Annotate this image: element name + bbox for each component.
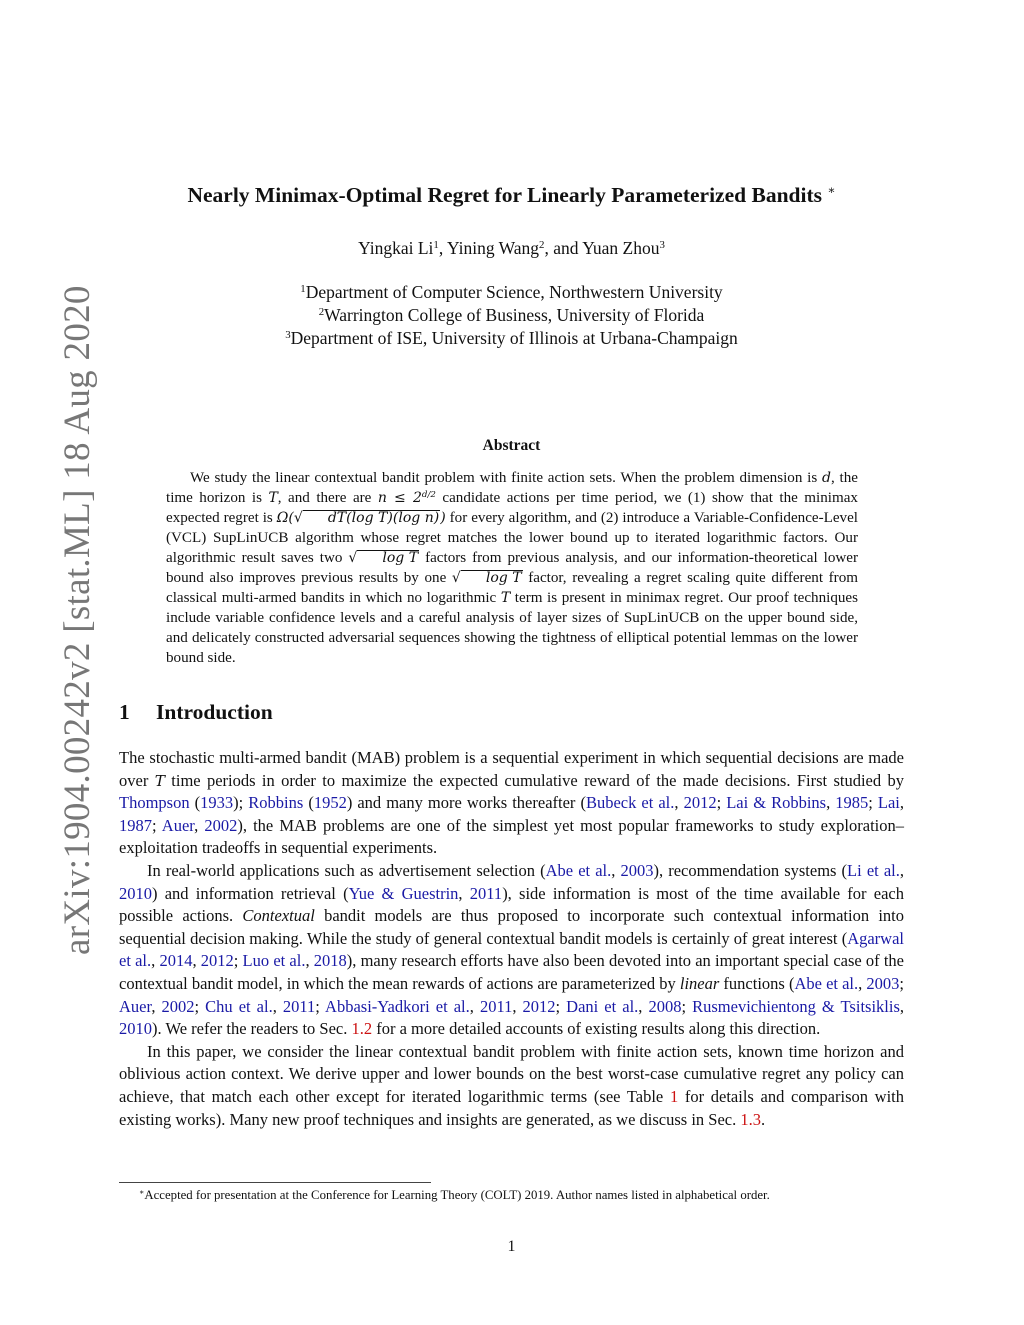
citation-link[interactable]: Abbasi-Yadkori et al. <box>325 996 470 1016</box>
author-name: Yining Wang <box>446 238 540 258</box>
citation-link[interactable]: 2003 <box>866 973 900 993</box>
introduction-body <box>119 747 904 1131</box>
table-reference-link[interactable]: 1 <box>669 1086 679 1106</box>
citation-link[interactable]: Abe et al. <box>794 973 859 993</box>
citation-link[interactable]: Robbins <box>248 793 304 813</box>
citation-link[interactable]: 2018 <box>313 951 347 971</box>
affiliation-text: Department of Computer Science, Northwestern University <box>305 282 723 302</box>
paragraph: In this paper, we consider the linear contextual bandit problem with finite action sets, known time horizon and oblivious action context. We derive upper and lower bounds on the best worst-case cumulative regret any policy can achieve, that match each other except for iterated logarithmic terms (see Table 1 for details and comparison with existing works). Many new proof techniques and insights are generated, as we discuss in Sec. 1.3. <box>119 1041 905 1129</box>
affiliation-mark: 3 <box>285 329 291 342</box>
author-name: Yingkai Li <box>358 238 434 258</box>
citation-link[interactable]: Chu et al. <box>205 996 273 1016</box>
footnote-text: Accepted for presentation at the Conference for Learning Theory (COLT) 2019. Author names listed in alphabetical order. <box>144 1188 770 1202</box>
affiliation-text: Warrington College of Business, University of Florida <box>324 305 705 325</box>
citation-link[interactable]: 2012 <box>522 996 556 1016</box>
author-affiliation-mark: 3 <box>659 239 665 252</box>
citation-link[interactable]: Agarwal et al. <box>119 928 904 971</box>
citation-link[interactable]: 2008 <box>648 996 682 1016</box>
section-reference-link[interactable]: 1.2 <box>351 1019 373 1039</box>
title-footnote-mark[interactable]: ∗ <box>827 183 836 197</box>
affiliation <box>119 304 904 327</box>
affiliation <box>119 281 904 304</box>
citation-link[interactable]: 2011 <box>282 996 316 1016</box>
citation-link[interactable]: Auer <box>161 815 195 835</box>
author-affiliation-mark: 1 <box>433 239 439 252</box>
section-heading-introduction <box>119 700 273 725</box>
section-number: 1 <box>119 700 130 724</box>
citation-link[interactable]: 2010 <box>119 1019 152 1039</box>
author-affiliation-mark: 2 <box>539 239 545 252</box>
affiliation-text: Department of ISE, University of Illinois at Urbana-Champaign <box>290 328 738 348</box>
affiliation-mark: 2 <box>318 306 325 319</box>
footnote <box>139 1188 904 1203</box>
citation-link[interactable]: Yue & Guestrin <box>348 883 459 903</box>
abstract-heading: Abstract <box>482 437 541 454</box>
title-text: Nearly Minimax-Optimal Regret for Linearly Parameterized Bandits <box>187 183 822 207</box>
citation-link[interactable]: Auer <box>119 996 152 1016</box>
citation-link[interactable]: Lai <box>877 793 900 813</box>
citation-link[interactable]: 1952 <box>313 793 347 813</box>
citation-link[interactable]: 1933 <box>200 793 234 813</box>
citation-link[interactable]: Abe et al. <box>545 860 612 880</box>
citation-link[interactable]: Luo et al. <box>242 951 306 971</box>
citation-link[interactable]: 2011 <box>479 996 513 1016</box>
abstract-text: We study the linear contextual bandit problem with finite action sets. When the problem dimension is d, the time horizon is T, and there are $n \le 2^{d/2}$ candidate actions per time period, we (1) show that the minimax expected regret is Ω(√ dT(log T)(log n)) for every algorithm, and (2) introduce a Variable-Confidence-Level (VCL) SupLinUCB algorithm whose regret matches the lower bound up to iterated logarithmic factors. Our algorithmic result saves two √ log T factors from previous analysis, and our information-theoretical lower bound also improves previous results by one √ log T factor, revealing a regret scaling quite different from classical multi-armed bandits in which no logarithmic T term is present in minimax regret. Our proof techniques include variable confidence levels and a careful analysis of layer sizes of SupLinUCB on the upper bound side, and delicately constructed adversarial sequences showing the tightness of elliptical potential lemmas on the lower bound side. <box>166 470 859 666</box>
citation-link[interactable]: Bubeck et al. <box>585 793 675 813</box>
citation-link[interactable]: Thompson <box>119 793 190 813</box>
footnote-divider <box>119 1182 431 1183</box>
citation-link[interactable]: 2012 <box>683 793 717 813</box>
author-list <box>119 238 904 259</box>
citation-link[interactable]: 1985 <box>835 793 869 813</box>
citation-link[interactable]: 2014 <box>159 951 193 971</box>
citation-link[interactable]: 2012 <box>200 951 234 971</box>
section-title: Introduction <box>156 700 273 724</box>
arxiv-identifier-stamp: arXiv:1904.00242v2 [stat.ML] 18 Aug 2020 <box>57 285 98 955</box>
affiliation <box>119 327 904 350</box>
paragraph: In real-world applications such as advertisement selection (Abe et al., 2003), recommendation systems (Li et al., 2010) and information retrieval (Yue & Guestrin, 2011), side information is most of the time available for each possible actions. Contextual bandit models are thus proposed to incorporate such contextual information into sequential decision making. While the study of general contextual bandit models is certainly of great interest (Agarwal et al., 2014, 2012; Luo et al., 2018), many research efforts have also been devoted into an important special case of the contextual bandit model, in which the mean rewards of actions are parameterized by linear functions (Abe et al., 2003; Auer, 2002; Chu et al., 2011; Abbasi-Yadkori et al., 2011, 2012; Dani et al., 2008; Rusmevichientong & Tsitsiklis, 2010). We refer the readers to Sec. 1.2 for a more detailed accounts of existing results along this direction. <box>119 860 905 1039</box>
citation-link[interactable]: 2002 <box>204 815 238 835</box>
citation-link[interactable]: Rusmevichientong & Tsitsiklis <box>692 996 900 1016</box>
citation-link[interactable]: Dani et al. <box>566 996 639 1016</box>
citation-link[interactable]: Li et al. <box>847 860 900 880</box>
citation-link[interactable]: 2010 <box>119 883 152 903</box>
affiliation-mark: 1 <box>300 283 306 296</box>
citation-link[interactable]: Lai & Robbins <box>726 793 827 813</box>
author-separator: , and <box>544 238 583 258</box>
section-reference-link[interactable]: 1.3 <box>740 1109 761 1129</box>
citation-link[interactable]: 2003 <box>620 860 654 880</box>
paper-title <box>119 183 904 208</box>
footnote-mark: ∗ <box>139 1187 145 1197</box>
paragraph: The stochastic multi-armed bandit (MAB) problem is a sequential experiment in which sequential decisions are made over T time periods in order to maximize the expected cumulative reward of the made decisions. First studied by Thompson (1933); Robbins (1952) and many more works thereafter (Bubeck et al., 2012; Lai & Robbins, 1985; Lai, 1987; Auer, 2002), the MAB problems are one of the simplest yet most popular frameworks to study exploration–exploitation tradeoffs in sequential experiments. <box>119 748 905 858</box>
author-name: Yuan Zhou <box>582 238 660 258</box>
citation-link[interactable]: 2011 <box>469 883 503 903</box>
page-number: 1 <box>507 1238 516 1255</box>
affiliation-list <box>119 281 904 350</box>
citation-link[interactable]: 1987 <box>119 815 152 835</box>
citation-link[interactable]: 2002 <box>161 996 195 1016</box>
author-separator: , <box>438 238 447 258</box>
